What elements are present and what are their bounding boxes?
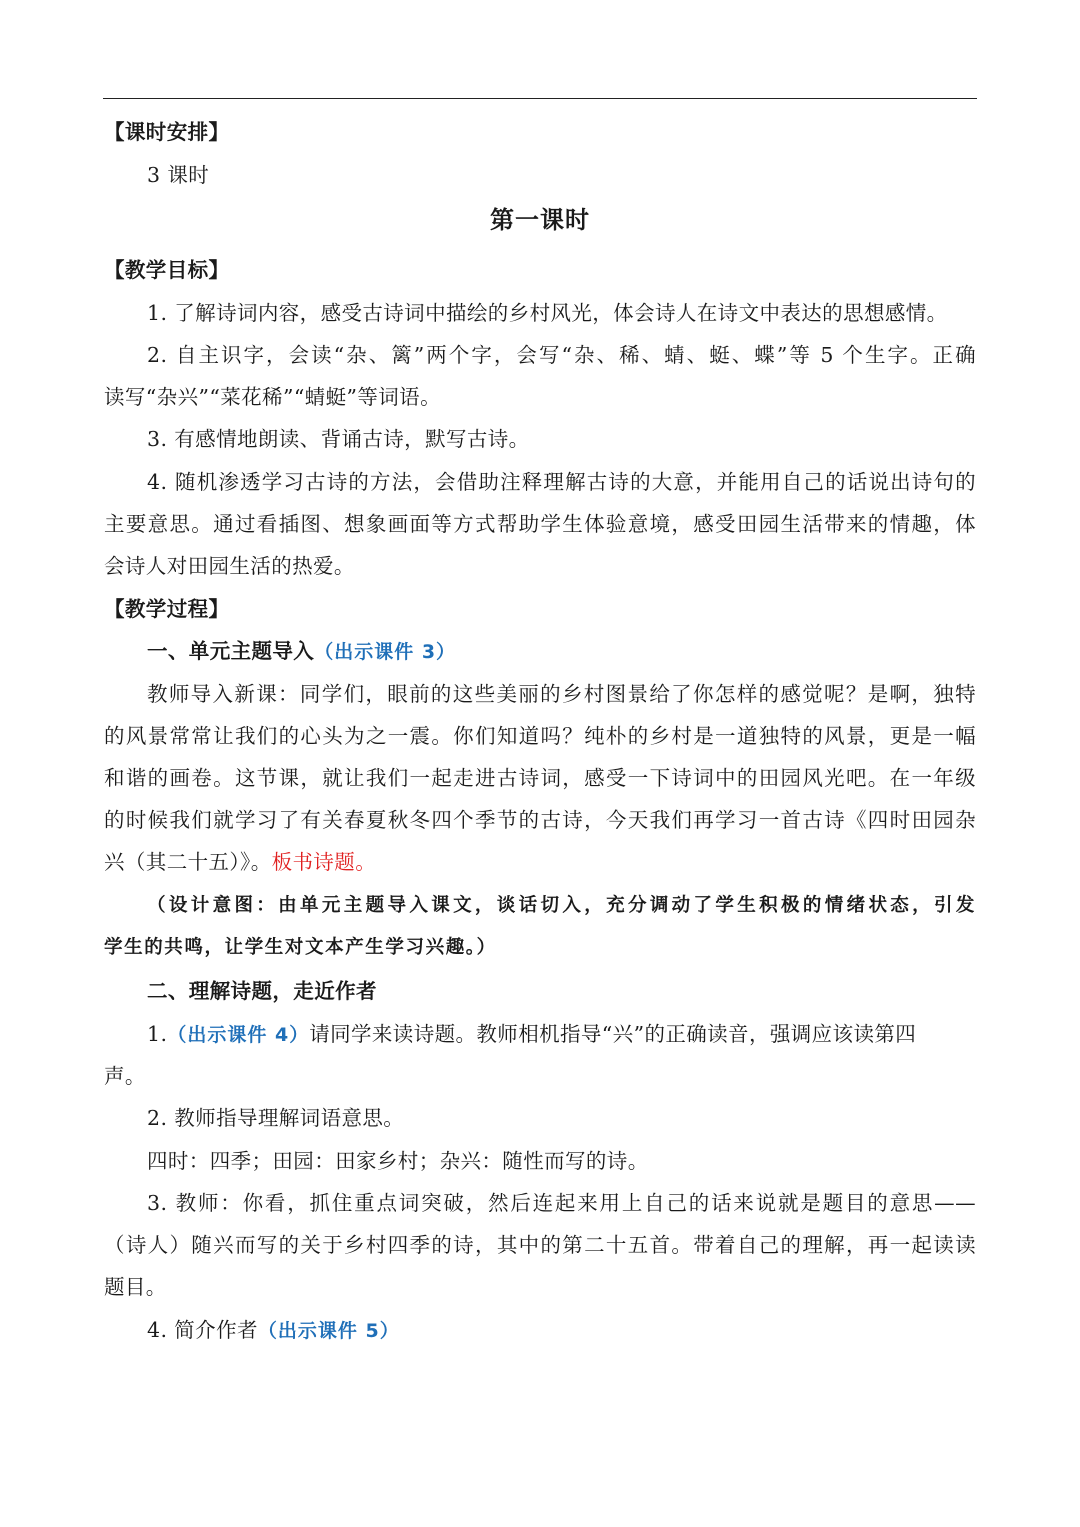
board-note: 板书诗题。: [271, 850, 377, 874]
item-4-text: 4. 简介作者: [147, 1318, 258, 1342]
section-1-para-line-2: 的风景常常让我们的心头为之一震。你们知道吗？纯朴的乡村是一道独特的风景，更是一幅: [104, 724, 976, 748]
section-1-para-line-5: [104, 848, 976, 876]
courseware-4-link: （出示课件 4）: [167, 1024, 310, 1046]
section-2-item-2-definitions: 四时：四季；田园：田家乡村；杂兴：随性而写的诗。: [147, 1149, 649, 1173]
goal-2-line-1: 2. 自主识字，会读“杂、篱”两个字，会写“杂、稀、蜻、蜓、蝶”等 5 个生字。正确: [147, 343, 976, 367]
section-1-para-line-3: 和谐的画卷。这节课，就让我们一起走进古诗词，感受一下诗词中的田园风光吧。在一年级: [104, 766, 976, 790]
lesson-title: 第一课时: [490, 205, 590, 234]
goal-2-line-2: 读写“杂兴”“菜花稀”“蜻蜓”等词语。: [104, 385, 441, 409]
section-1-title-text: 一、单元主题导入: [147, 639, 315, 663]
section-2-item-3-line-3: 题目。: [104, 1275, 167, 1299]
section-1-para-line-4: 的时候我们就学习了有关春夏秋冬四个季节的古诗，今天我们再学习一首古诗《四时田园杂: [104, 808, 976, 832]
goal-1: 1. 了解诗词内容，感受古诗词中描绘的乡村风光，体会诗人在诗文中表达的思想感情。: [147, 301, 948, 325]
header-rule: [103, 98, 977, 99]
goal-3: 3. 有感情地朗读、背诵古诗，默写古诗。: [147, 427, 530, 451]
design-intent-line-1: （设计意图：由单元主题导入课文，谈话切入，充分调动了学生积极的情绪状态，引发: [147, 895, 976, 916]
design-intent-line-2: 学生的共鸣，让学生对文本产生学习兴趣。）: [104, 937, 497, 958]
item-1-text: 请同学来读诗题。教师相机指导“兴”的正确读音，强调应该读第四: [309, 1022, 917, 1046]
schedule-value: 3 课时: [147, 163, 210, 187]
courseware-5-link: （出示课件 5）: [257, 1320, 400, 1342]
goal-4-line-3: 会诗人对田园生活的热爱。: [104, 554, 355, 578]
goal-4-line-1: 4. 随机渗透学习古诗的方法，会借助注释理解古诗的大意，并能用自己的话说出诗句的: [147, 470, 976, 494]
section-2-title: 二、理解诗题，走近作者: [147, 979, 377, 1003]
schedule-heading: 【课时安排】: [104, 120, 230, 144]
section-2-item-1-line-1: [147, 1020, 976, 1049]
section-2-item-3-line-1: 3. 教师：你看，抓住重点词突破，然后连起来用上自己的话来说就是题目的意思——: [147, 1191, 976, 1215]
section-1-para-line-1: 教师导入新课：同学们，眼前的这些美丽的乡村图景给了你怎样的感觉呢？是啊，独特: [147, 682, 976, 706]
goal-4-line-2: 主要意思。通过看插图、想象画面等方式帮助学生体验意境，感受田园生活带来的情趣，体: [104, 512, 976, 536]
courseware-3-link: （出示课件 3）: [314, 641, 457, 663]
section-2-item-4: [147, 1316, 976, 1345]
section-1-para-line-5-text: 兴（其二十五）》。: [104, 850, 272, 874]
section-1-title: [147, 637, 976, 666]
section-2-item-2: 2. 教师指导理解词语意思。: [147, 1106, 405, 1130]
process-heading: 【教学过程】: [104, 597, 230, 621]
section-2-item-1-line-2: 声。: [104, 1064, 146, 1088]
item-1-number: 1.: [147, 1022, 168, 1046]
section-2-item-3-line-2: （诗人）随兴而写的关于乡村四季的诗，其中的第二十五首。带着自己的理解，再一起读读: [104, 1233, 976, 1257]
goals-heading: 【教学目标】: [104, 258, 230, 282]
